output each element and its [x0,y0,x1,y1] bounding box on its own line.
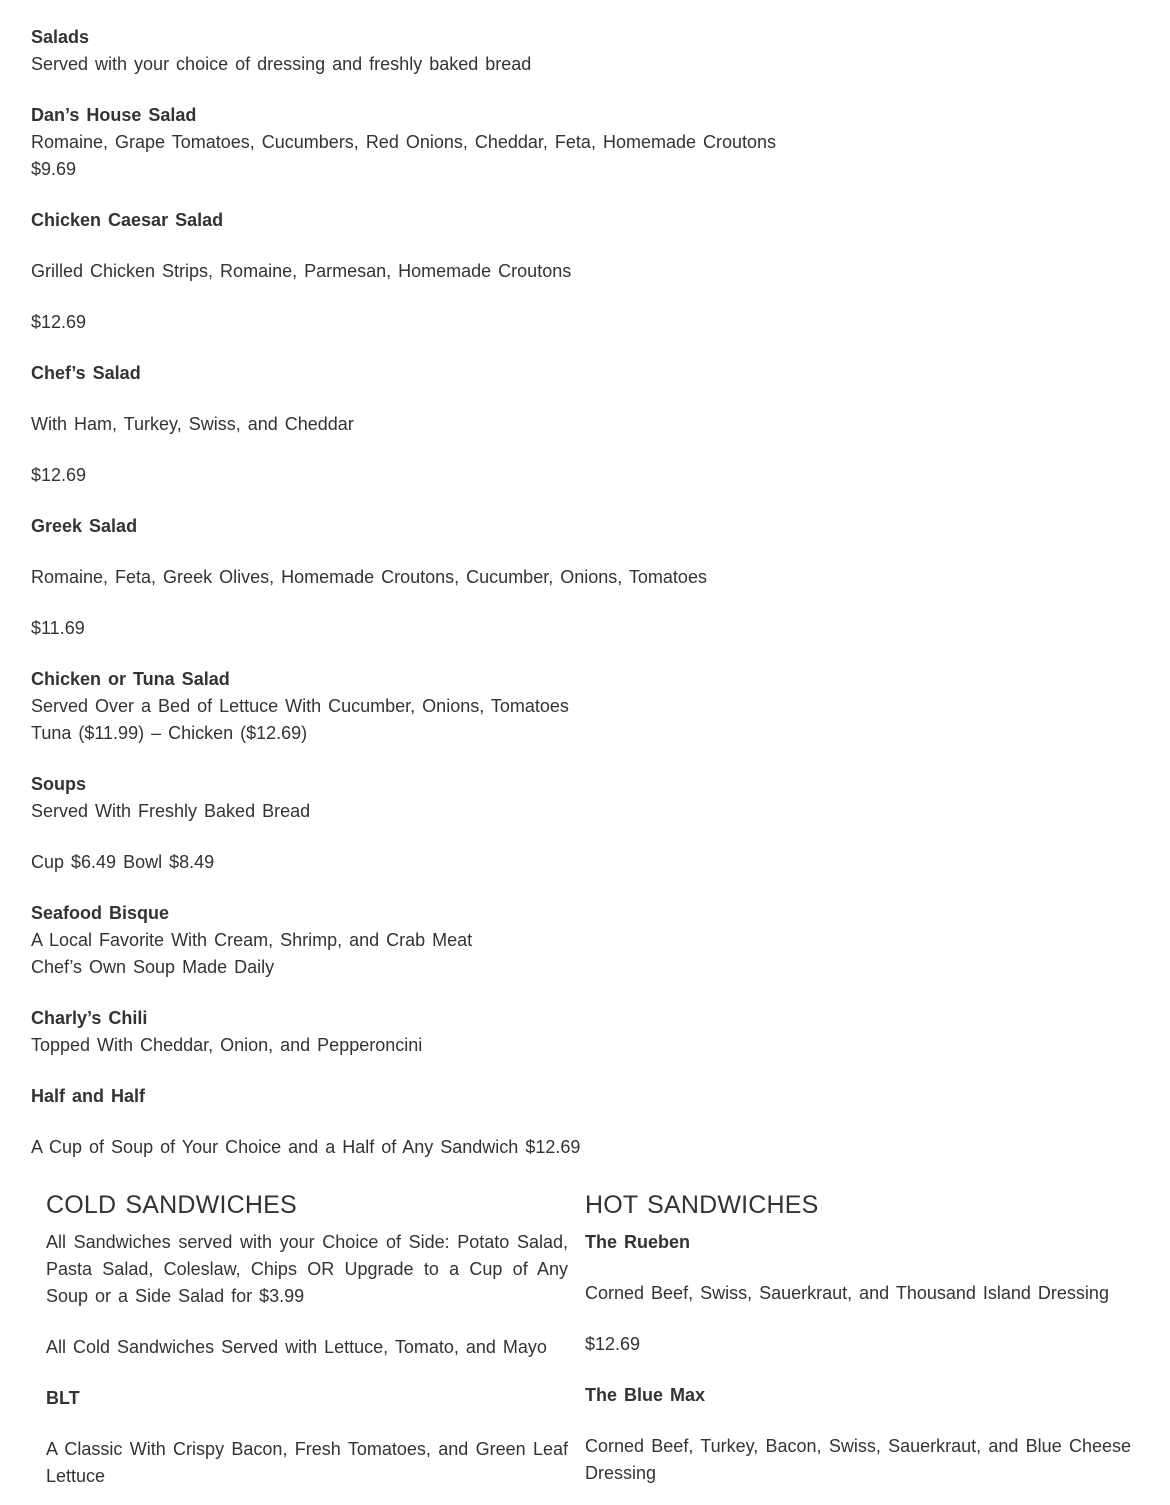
rueben-price: $12.69 [585,1334,641,1354]
charlys-chili-name: Charly’s Chili [31,1008,148,1028]
cold-sandwiches-note: All Cold Sandwiches Served with Lettuce, Tomato, and Mayo [46,1337,547,1357]
hot-sandwiches-column [585,1185,1131,1487]
chefs-salad-desc: With Ham, Turkey, Swiss, and Cheddar [31,414,354,434]
hot-sandwiches-heading: HOT SANDWICHES [585,1191,819,1219]
rueben-desc: Corned Beef, Swiss, Sauerkraut, and Thousand Island Dressing [585,1283,1109,1303]
seafood-bisque-note: Chef’s Own Soup Made Daily [31,957,275,977]
chicken-tuna-salad-name: Chicken or Tuna Salad [31,669,230,689]
cold-sandwiches-heading: COLD SANDWICHES [46,1191,297,1219]
cold-sandwiches-intro: All Sandwiches served with your Choice of Side: Potato Salad, Pasta Salad, Coleslaw, Chips OR Upgrade to a Cup of Any Soup or a Side Salad for $3.99 [46,1232,568,1306]
salads-intro: Served with your choice of dressing and freshly baked bread [31,54,532,74]
rueben-name: The Rueben [585,1232,691,1252]
dans-house-salad-price: $9.69 [31,159,77,179]
blt-name: BLT [46,1388,80,1408]
charlys-chili-desc: Topped With Cheddar, Onion, and Pepperoncini [31,1035,423,1055]
seafood-bisque-name: Seafood Bisque [31,903,170,923]
salads-soups-section [31,24,1131,1161]
half-and-half-name: Half and Half [31,1086,146,1106]
blt-desc: A Classic With Crispy Bacon, Fresh Tomatoes, and Green Leaf Lettuce [46,1439,568,1486]
blue-max-desc: Corned Beef, Turkey, Bacon, Swiss, Sauerkraut, and Blue Cheese Dressing [585,1436,1131,1483]
greek-salad-price: $11.69 [31,618,85,638]
greek-salad-desc: Romaine, Feta, Greek Olives, Homemade Croutons, Cucumber, Onions, Tomatoes [31,567,707,587]
dans-house-salad-desc: Romaine, Grape Tomatoes, Cucumbers, Red Onions, Cheddar, Feta, Homemade Croutons [31,132,777,152]
blue-max-name: The Blue Max [585,1385,706,1405]
chicken-tuna-salad-desc: Served Over a Bed of Lettuce With Cucumber, Onions, Tomatoes [31,696,569,716]
chicken-caesar-salad-name: Chicken Caesar Salad [31,210,224,230]
chicken-caesar-salad-price: $12.69 [31,312,87,332]
half-and-half-desc: A Cup of Soup of Your Choice and a Half of Any Sandwich $12.69 [31,1137,581,1157]
soups-heading: Soups [31,774,87,794]
chefs-salad-price: $12.69 [31,465,87,485]
soups-price: Cup $6.49 Bowl $8.49 [31,852,215,872]
chefs-salad-name: Chef’s Salad [31,363,141,383]
chicken-tuna-salad-price: Tuna ($11.99) – Chicken ($12.69) [31,723,308,743]
chicken-caesar-salad-desc: Grilled Chicken Strips, Romaine, Parmesan, Homemade Croutons [31,261,572,281]
salads-heading: Salads [31,27,90,47]
greek-salad-name: Greek Salad [31,516,138,536]
soups-intro: Served With Freshly Baked Bread [31,801,311,821]
cold-sandwiches-column [46,1185,568,1490]
seafood-bisque-desc: A Local Favorite With Cream, Shrimp, and Crab Meat [31,930,473,950]
dans-house-salad-name: Dan’s House Salad [31,105,197,125]
